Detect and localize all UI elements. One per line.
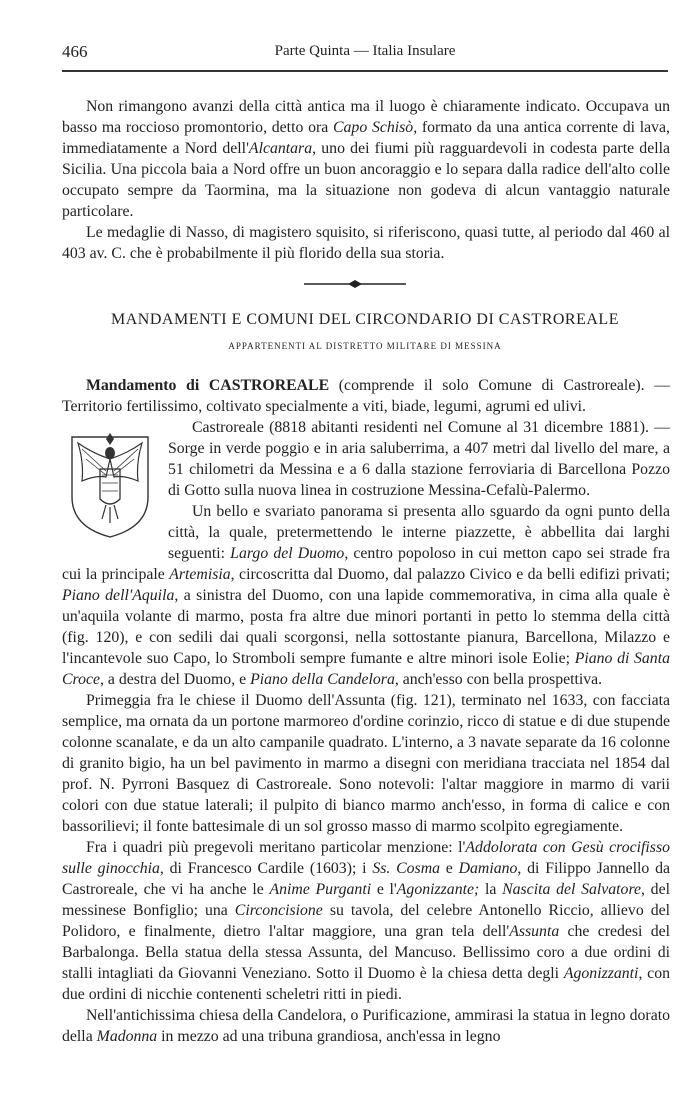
paragraph: Nell'antichissima chiesa della Candelora, o Purificazione, ammirasi la statua in legno dorato della Madonna in mezzo ad una tribuna grandiosa, anch'essa in legno <box>62 1007 670 1045</box>
header-rule <box>62 70 668 72</box>
page-number: 466 <box>62 42 88 61</box>
section-subtitle: APPARTENENTI AL DISTRETTO MILITARE DI MESSINA <box>228 341 502 351</box>
running-title: Parte Quinta — Italia Insulare <box>274 43 456 59</box>
paragraph: Primeggia fra le chiese il Duomo dell'Assunta (fig. 121), terminato nel 1633, con facciata semplice, ma ornata da un portone marmoreo d'ordine corinzio, ricco di statue e di due stupende colonne scanalate, e da un alto campanile quadrato. L'interno, a 3 navate separate da 16 colonne di granito bigio, ha un bel pavimento in marmo a disegni con meridiana tracciata nel 1854 dal prof. N. Pyrroni Basquez di Castroreale. Sono notevoli: l'altar maggiore in marmo di varii colori con due statue laterali; il pulpito di bianco marmo anch'esso, in forma di calice e con bassorilievi; il fonte battesimale di un sol grosso masso di marmo scolpito egregiamente. <box>62 692 670 835</box>
body-text <box>62 375 670 1047</box>
paragraph: Un bello e svariato panorama si presenta allo sguardo da ogni punto della città, la quale, pretermettendo le interne piazzette, è abbellita dai larghi seguenti: Largo del Duomo, centro popoloso in cui metton capo sei strade fra cui la principale Artemisia, circoscritta dal Duomo, dal palazzo Civico e da belli edifizi privati; Piano dell'Aquila, a sinistra del Duomo, con una lapide commemorativa, in cima alla quale è un'aquila volante di marmo, posta fra altre due minori portanti in petto lo stemma della città (fig. 120), e con sedili dai quali scorgonsi, nella sottostante pianura, Barcellona, Milazzo e l'incantevole suo Capo, lo Stromboli sempre fumante e altre minori isole Eolie; Piano di Santa Croce, a destra del Duomo, e Piano della Candelora, anch'esso con bella prospettiva. <box>62 503 670 688</box>
section-title: MANDAMENTI E COMUNI DEL CIRCONDARIO DI CASTROREALE <box>111 311 619 328</box>
paragraph: Le medaglie di Nasso, di magistero squisito, si riferiscono, quasi tutte, al periodo dal 460 al 403 av. C. che è probabilmente il più florido della sua storia. <box>62 224 670 262</box>
paragraph: Non rimangono avanzi della città antica ma il luogo è chiaramente indicato. Occupava un basso ma roccioso promontorio, detto ora Capo Schisò, formato da una antica corrente di lava, immediatamente a Nord dell'Alcantara, uno dei fiumi più ragguardevoli in codesta parte della Sicilia. Una piccola baia a Nord offre un buon ancoraggio e lo separa dalla radice dell'alto colle occupato sempre da Taormina, ma la situazione non godeva di alcun vantaggio naturale particolare. <box>62 98 670 220</box>
eagle-coat-of-arms-icon <box>62 419 158 541</box>
page-header <box>62 42 668 64</box>
paragraph: Fra i quadri più pregevoli meritano particolar menzione: l'Addolorata con Gesù crocifisso sulle ginocchia, di Francesco Cardile (1603); i Ss. Cosma e Damiano, di Filippo Jannello da Castroreale, che vi ha anche le Anime Purganti e l'Agonizzante; la Nascita del Salvatore, del messinese Bonfiglio; una Circoncisione su tavola, del celebre Antonello Riccio, allievo del Polidoro, e finalmente, dietro l'altar maggiore, una gran tela dell'Assunta che credesi del Barbalonga. Bella statua della stessa Assunta, del Mancuso. Bellissimo coro a due ordini di stalli intagliati da Giovanni Veneziano. Sotto il Duomo è la chiesa detta degli Agonizzanti, con due ordini di nicchie contenenti scheletri ritti in piedi. <box>62 839 671 1003</box>
paragraph: Mandamento di CASTROREALE (comprende il solo Comune di Castroreale). — Territorio fertilissimo, coltivato specialmente a viti, biade, legumi, agrumi ed ulivi. <box>62 377 670 415</box>
section-divider-icon <box>300 278 410 290</box>
paragraph: Castroreale (8818 abitanti residenti nel Comune al 31 dicembre 1881). — Sorge in verde poggio e in aria saluberrima, a 407 metri dal livello del mare, a 51 chilometri da Messina e a 6 dalla stazione ferroviaria di Barcellona Pozzo di Gotto sulla nuova linea in costruzione Messina-Cefalù-Palermo. <box>168 419 670 499</box>
intro-text <box>62 96 670 264</box>
